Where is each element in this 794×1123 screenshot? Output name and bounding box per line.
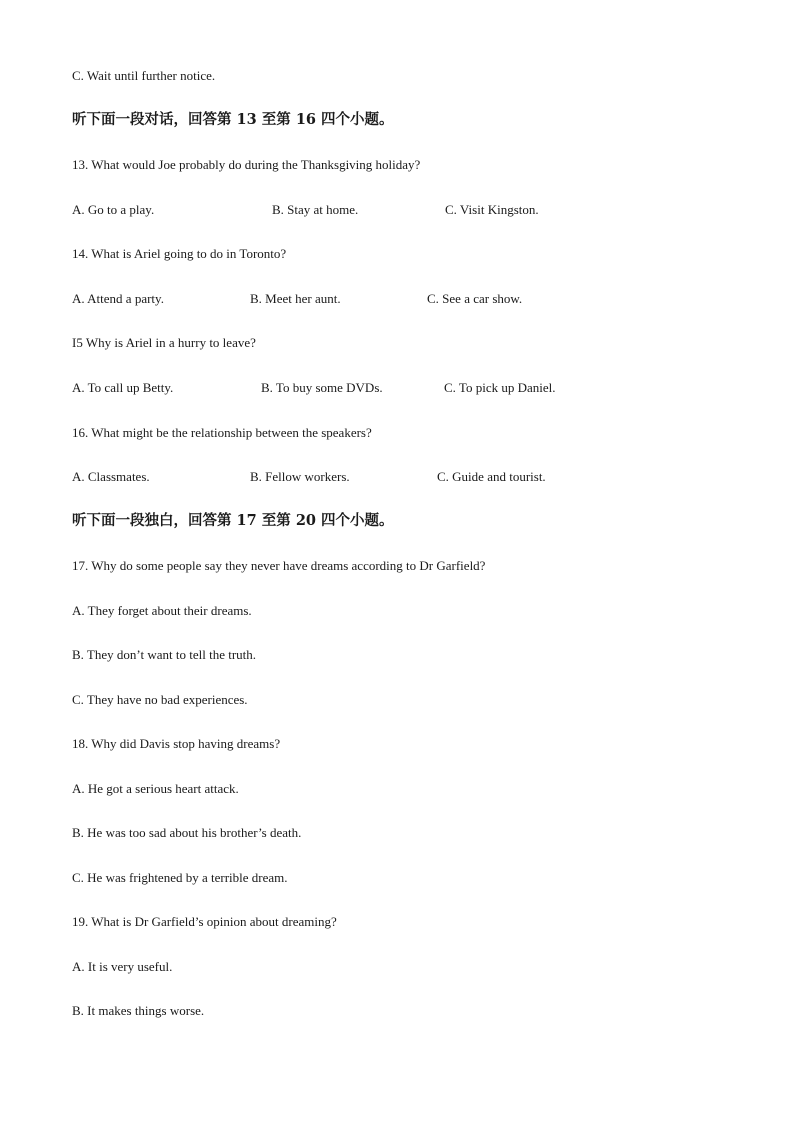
section-heading-13-16: 听下面一段对话，回答第 13 至第 16 四个小题。 <box>72 111 394 128</box>
option-14c: C. See a car show. <box>427 291 523 306</box>
option-19a: A. It is very useful. <box>72 959 173 974</box>
section-heading-17-20: 听下面一段独白，回答第 17 至第 20 四个小题。 <box>72 512 394 529</box>
option-13a: A. Go to a play. <box>72 202 155 217</box>
question-14: 14. What is Ariel going to do in Toronto? <box>72 246 287 261</box>
option-17c: C. They have no bad experiences. <box>72 692 248 707</box>
option-17b: B. They don’t want to tell the truth. <box>72 647 257 662</box>
option-14b: B. Meet her aunt. <box>250 291 341 306</box>
option-19b: B. It makes things worse. <box>72 1003 205 1018</box>
question-17: 17. Why do some people say they never have dreams according to Dr Garfield? <box>72 558 486 573</box>
question-15: I5 Why is Ariel in a hurry to leave? <box>72 335 256 350</box>
option-16b: B. Fellow workers. <box>250 469 350 484</box>
option-15b: B. To buy some DVDs. <box>261 380 383 395</box>
option-18a: A. He got a serious heart attack. <box>72 781 239 796</box>
option-15a: A. To call up Betty. <box>72 380 174 395</box>
question-19: 19. What is Dr Garfield’s opinion about dreaming? <box>72 914 337 929</box>
option-13b: B. Stay at home. <box>272 202 359 217</box>
option-14a: A. Attend a party. <box>72 291 164 306</box>
option-18c: C. He was frightened by a terrible dream. <box>72 870 288 885</box>
option-12c: C. Wait until further notice. <box>72 68 216 83</box>
option-16c: C. Guide and tourist. <box>437 469 546 484</box>
question-18: 18. Why did Davis stop having dreams? <box>72 736 281 751</box>
option-16a: A. Classmates. <box>72 469 150 484</box>
option-13c: C. Visit Kingston. <box>445 202 539 217</box>
question-13: 13. What would Joe probably do during the Thanksgiving holiday? <box>72 157 421 172</box>
option-18b: B. He was too sad about his brother’s death. <box>72 825 302 840</box>
option-15c: C. To pick up Daniel. <box>444 380 556 395</box>
question-16: 16. What might be the relationship between the speakers? <box>72 425 372 440</box>
option-17a: A. They forget about their dreams. <box>72 603 252 618</box>
